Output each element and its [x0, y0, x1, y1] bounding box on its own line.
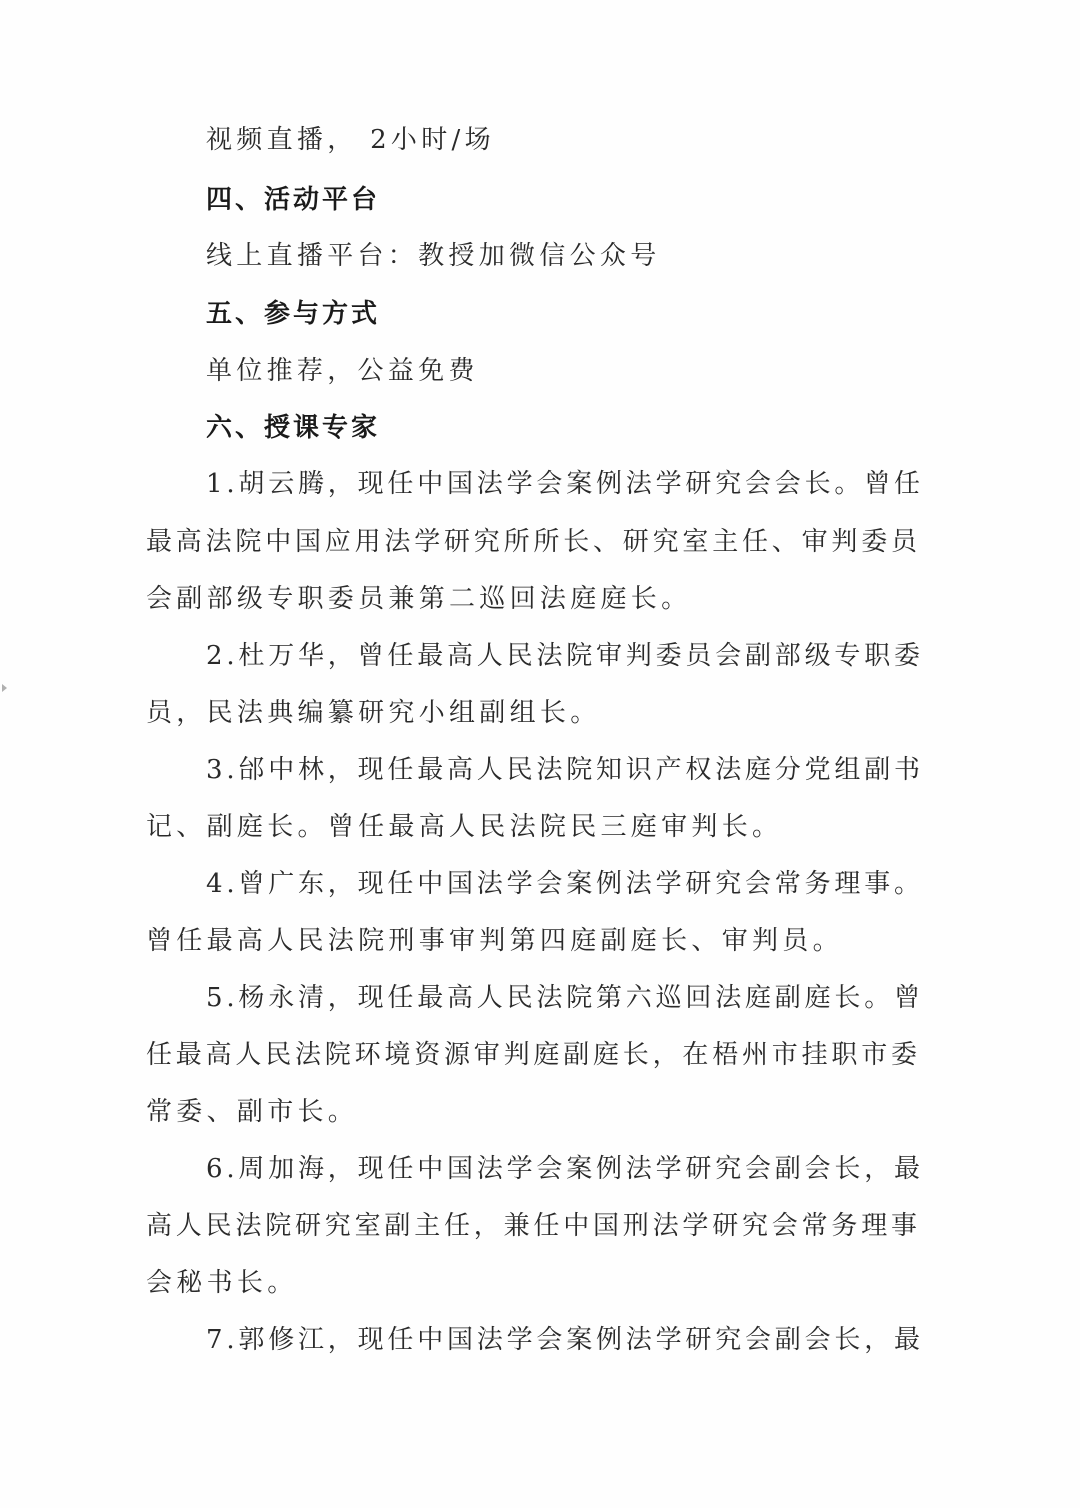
expert-1-line-3: 会副部级专职委员兼第二巡回法庭庭长。 — [146, 584, 692, 614]
expert-3-line-2: 记、副庭长。曾任最高人民法院民三庭审判长。 — [146, 812, 783, 842]
expert-4-line-2: 曾任最高人民法院刑事审判第四庭副庭长、审判员。 — [146, 926, 843, 956]
section-heading-experts: 六、授课专家 — [206, 413, 381, 443]
participation-line: 单位推荐，公益免费 — [206, 356, 479, 386]
expert-5-line-3: 常委、副市长。 — [146, 1097, 359, 1127]
scan-edge-mark — [2, 684, 7, 692]
expert-1-line-2: 最高法院中国应用法学研究所所长、研究室主任、审判委员 — [146, 527, 921, 557]
expert-4-line-1: 4.曾广东，现任中国法学会案例法学研究会常务理事。 — [206, 869, 924, 899]
live-format-line: 视频直播， 2小时/场 — [206, 125, 495, 155]
expert-6-line-2: 高人民法院研究室副主任，兼任中国刑法学研究会常务理事 — [146, 1211, 921, 1241]
section-heading-participation: 五、参与方式 — [206, 299, 381, 329]
expert-3-line-1: 3.邰中林，现任最高人民法院知识产权法庭分党组副书 — [206, 755, 924, 785]
platform-line: 线上直播平台：教授加微信公众号 — [206, 241, 661, 271]
expert-7-line-1: 7.郭修江，现任中国法学会案例法学研究会副会长，最 — [206, 1325, 924, 1355]
expert-5-line-1: 5.杨永清，现任最高人民法院第六巡回法庭副庭长。曾 — [206, 983, 924, 1013]
expert-1-line-1: 1.胡云腾，现任中国法学会案例法学研究会会长。曾任 — [206, 469, 924, 499]
expert-5-line-2: 任最高人民法院环境资源审判庭副庭长，在梧州市挂职市委 — [146, 1040, 921, 1070]
expert-2-line-1: 2.杜万华，曾任最高人民法院审判委员会副部级专职委 — [206, 641, 924, 671]
expert-6-line-1: 6.周加海，现任中国法学会案例法学研究会副会长，最 — [206, 1154, 924, 1184]
expert-2-line-2: 员，民法典编纂研究小组副组长。 — [146, 698, 601, 728]
section-heading-platform: 四、活动平台 — [206, 185, 381, 215]
expert-6-line-3: 会秘书长。 — [146, 1268, 298, 1298]
